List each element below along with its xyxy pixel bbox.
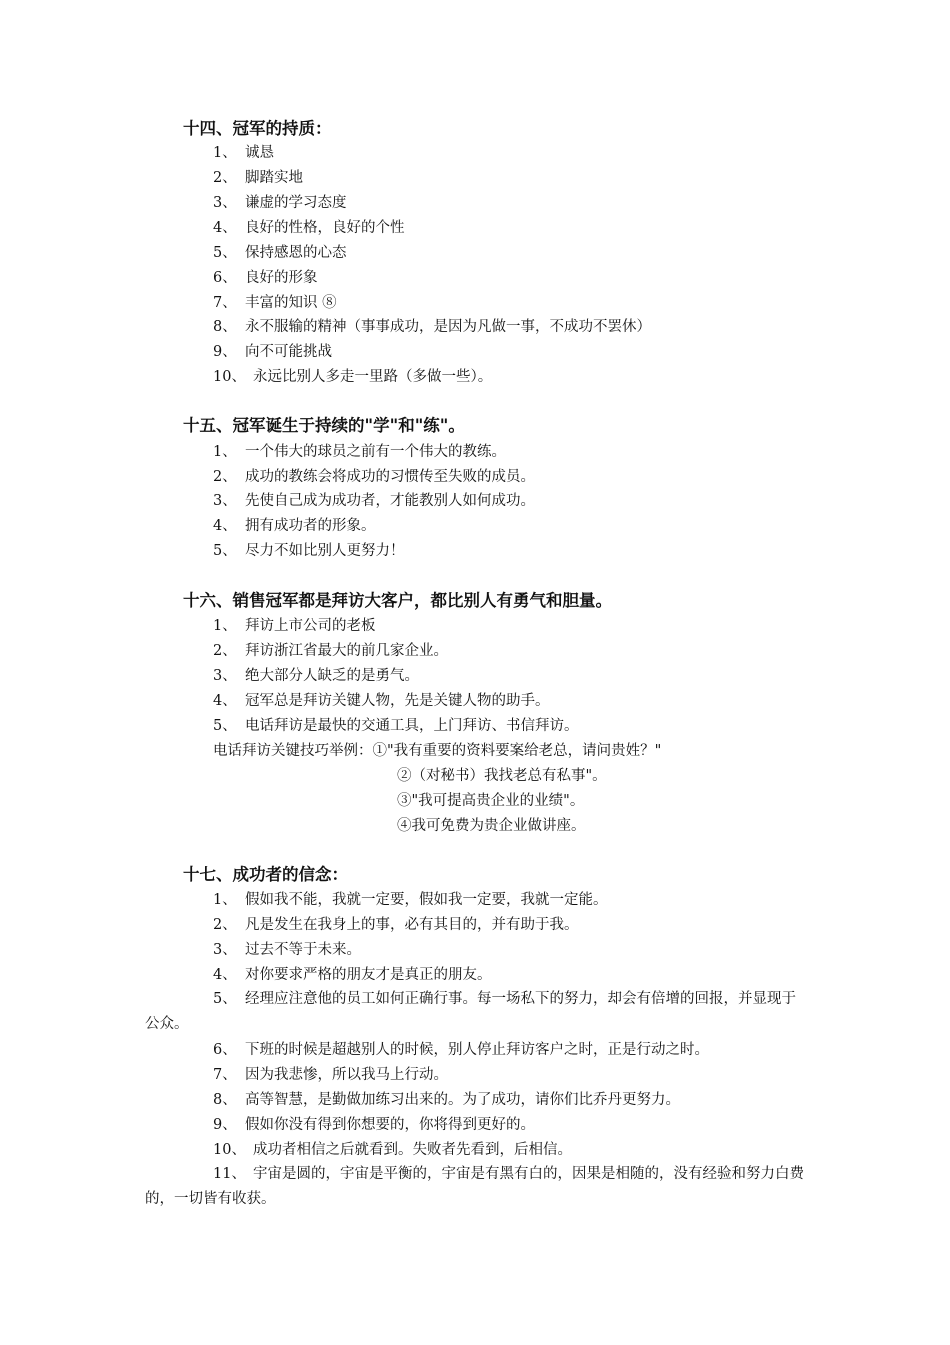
- list-item: [213, 491, 535, 511]
- list-item: [213, 218, 405, 238]
- item-text: 冠军总是拜访关键人物，先是关键人物的助手。: [245, 693, 550, 709]
- item-number: 1、: [213, 444, 237, 460]
- item-text: 拥有成功者的形象。: [245, 518, 376, 534]
- item-text: 先使自己成为成功者，才能教别人如何成功。: [245, 493, 535, 509]
- item-number: 3、: [213, 493, 237, 509]
- item-text: 因为我悲惨，所以我马上行动。: [245, 1067, 448, 1083]
- list-item: [213, 1140, 572, 1160]
- item-text: 良好的性格，良好的个性: [245, 220, 405, 236]
- item-text: 永不服输的精神（事事成功，是因为凡做一事，不成功不罢休）: [245, 319, 651, 335]
- tips-label: [213, 741, 661, 761]
- item-number: 1、: [213, 145, 237, 161]
- list-item: [145, 987, 810, 1037]
- list-item: [213, 666, 419, 686]
- item-number: 2、: [213, 643, 237, 659]
- item-number: 1、: [213, 618, 237, 634]
- item-text: 假如你没有得到你想要的，你将得到更好的。: [245, 1117, 535, 1133]
- item-number: 2、: [213, 469, 237, 485]
- list-item: [213, 890, 608, 910]
- item-text: 电话拜访是最快的交通工具，上门拜访、书信拜访。: [245, 718, 579, 734]
- list-item: [213, 293, 337, 313]
- item-text: 高等智慧，是勤做加练习出来的。为了成功，请你们比乔丹更努力。: [245, 1092, 680, 1108]
- list-item: [213, 143, 274, 163]
- item-number: 8、: [213, 1092, 237, 1108]
- list-item: [213, 1040, 709, 1060]
- list-item: [213, 168, 303, 188]
- item-number: 7、: [213, 1067, 237, 1083]
- item-text: 宇宙是圆的，宇宙是平衡的，宇宙是有黑有白的，因果是相随的，没有经验和努力白费的，一切皆有收获。: [145, 1166, 804, 1207]
- tip-1: ①"我有重要的资料要案给老总，请问贵姓？": [372, 743, 662, 759]
- item-number: 1、: [213, 892, 237, 908]
- list-item: [213, 317, 651, 337]
- item-text: 绝大部分人缺乏的是勇气。: [245, 668, 419, 684]
- list-item: [213, 442, 506, 462]
- item-text: 凡是发生在我身上的事，必有其目的，并有助于我。: [245, 917, 579, 933]
- item-text: 良好的形象: [245, 270, 318, 286]
- list-item: [213, 691, 550, 711]
- item-text: 尽力不如比别人更努力！: [245, 543, 405, 559]
- item-number: 5、: [213, 543, 237, 559]
- item-text: 丰富的知识 ⑧: [245, 295, 337, 311]
- list-item: [213, 243, 347, 263]
- item-number: 4、: [213, 220, 237, 236]
- item-number: 5、: [213, 991, 237, 1007]
- tip-2: ②（对秘书）我找老总有私事"。: [397, 768, 607, 784]
- item-number: 10、: [213, 1142, 246, 1158]
- item-text: 向不可能挑战: [245, 344, 332, 360]
- item-text: 诚恳: [245, 145, 274, 161]
- item-number: 8、: [213, 319, 237, 335]
- item-text: 过去不等于未来。: [245, 942, 361, 958]
- item-text: 谦虚的学习态度: [245, 195, 347, 211]
- item-number: 9、: [213, 1117, 237, 1133]
- item-number: 3、: [213, 942, 237, 958]
- list-item: [213, 367, 492, 387]
- item-text: 假如我不能，我就一定要，假如我一定要，我就一定能。: [245, 892, 608, 908]
- item-text: 成功的教练会将成功的习惯传至失败的成员。: [245, 469, 535, 485]
- item-number: 4、: [213, 518, 237, 534]
- item-number: 7、: [213, 295, 237, 311]
- item-number: 6、: [213, 270, 237, 286]
- item-text: 经理应注意他的员工如何正确行事。每一场私下的努力，却会有倍增的回报，并显现于公众。: [145, 991, 796, 1032]
- tip-4: ④我可免费为贵企业做讲座。: [397, 818, 586, 834]
- list-item: [213, 940, 361, 960]
- item-number: 4、: [213, 693, 237, 709]
- item-text: 对你要求严格的朋友才是真正的朋友。: [245, 967, 492, 983]
- list-item: [213, 915, 579, 935]
- item-number: 5、: [213, 718, 237, 734]
- list-item: [213, 965, 492, 985]
- list-item: [213, 516, 376, 536]
- item-text: 拜访浙江省最大的前几家企业。: [245, 643, 448, 659]
- item-number: 4、: [213, 967, 237, 983]
- item-text: 拜访上市公司的老板: [245, 618, 376, 634]
- list-item: [213, 467, 535, 487]
- list-item: [213, 268, 318, 288]
- section-heading: 十四、冠军的持质：: [183, 119, 332, 138]
- list-item: [213, 716, 579, 736]
- list-item: [213, 193, 347, 213]
- section-heading: 十五、冠军诞生于持续的"学"和"练"。: [183, 416, 465, 435]
- item-number: 3、: [213, 195, 237, 211]
- item-text: 保持感恩的心态: [245, 245, 347, 261]
- list-item: [213, 541, 405, 561]
- section-heading: 十七、成功者的信念：: [183, 865, 348, 884]
- item-text: 成功者相信之后就看到。失败者先看到，后相信。: [253, 1142, 572, 1158]
- item-number: 2、: [213, 917, 237, 933]
- list-item: [213, 1115, 535, 1135]
- tips-label-text: 电话拜访关键技巧举例：: [213, 743, 373, 759]
- list-item: [213, 342, 332, 362]
- list-item: [213, 1065, 448, 1085]
- item-text: 下班的时候是超越别人的时候，别人停止拜访客户之时，正是行动之时。: [245, 1042, 709, 1058]
- item-text: 永远比别人多走一里路（多做一些）。: [253, 369, 493, 385]
- list-item: [145, 1162, 810, 1212]
- item-number: 2、: [213, 170, 237, 186]
- list-item: [213, 616, 376, 636]
- list-item: [213, 1090, 680, 1110]
- tip-3: ③"我可提高贵企业的业绩"。: [397, 793, 585, 809]
- item-text: 脚踏实地: [245, 170, 303, 186]
- item-number: 5、: [213, 245, 237, 261]
- item-text: 一个伟大的球员之前有一个伟大的教练。: [245, 444, 506, 460]
- section-heading: 十六、销售冠军都是拜访大客户，都比别人有勇气和胆量。: [183, 591, 612, 610]
- item-number: 10、: [213, 369, 246, 385]
- item-number: 3、: [213, 668, 237, 684]
- item-number: 9、: [213, 344, 237, 360]
- list-item: [213, 641, 448, 661]
- item-number: 6、: [213, 1042, 237, 1058]
- item-number: 11、: [213, 1166, 246, 1182]
